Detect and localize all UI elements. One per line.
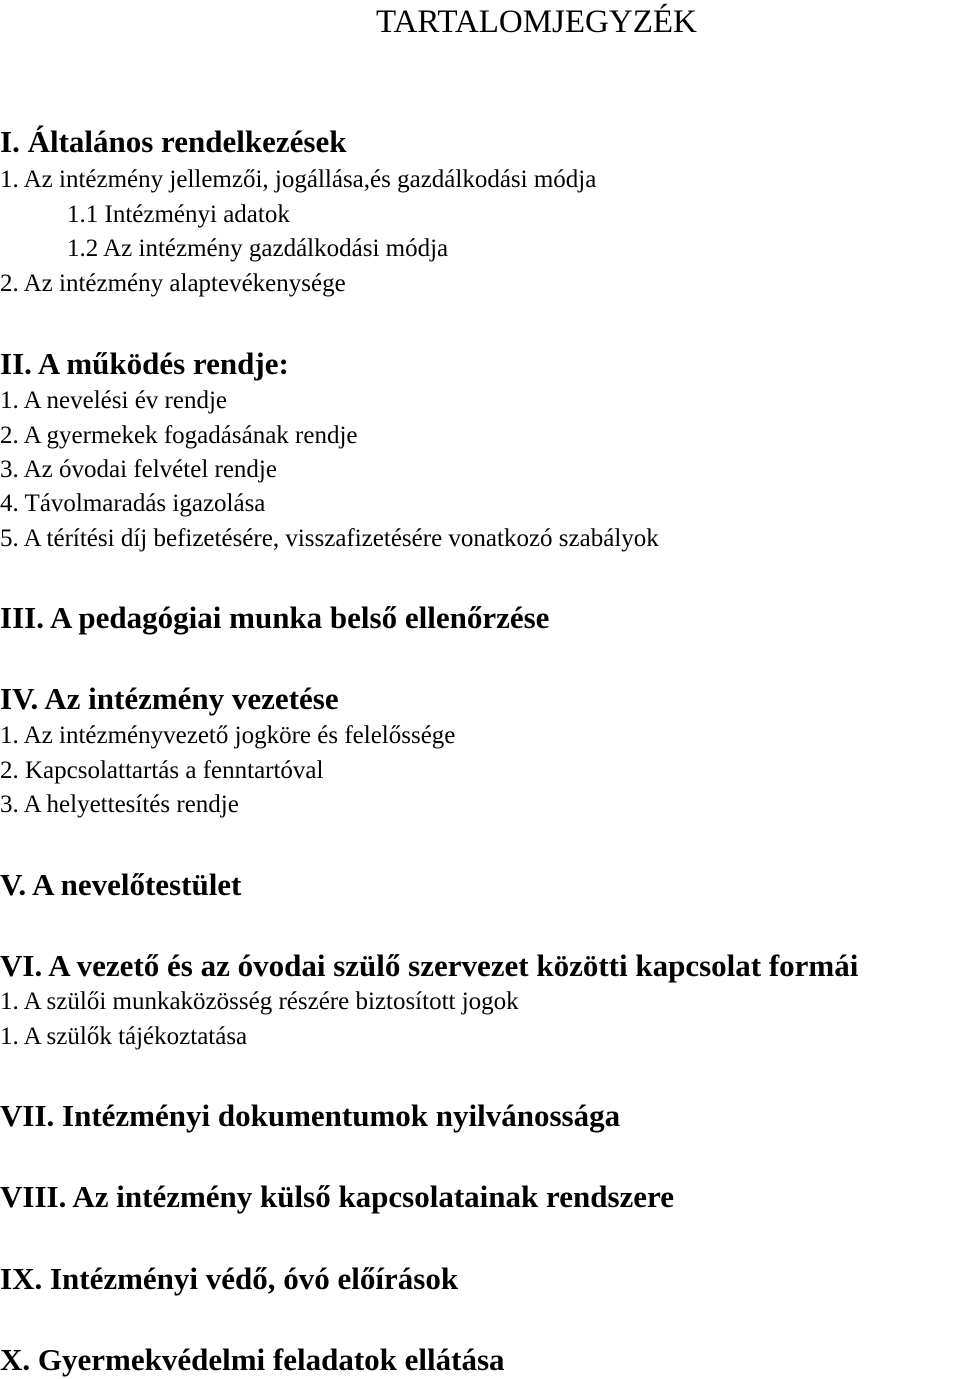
section-heading-1: I. Általános rendelkezések [0, 124, 347, 159]
toc-item: 2. Kapcsolattartás a fenntartóval [0, 757, 324, 784]
toc-item: 5. A térítési díj befizetésére, visszafizetésére vonatkozó szabályok [0, 525, 659, 552]
toc-item: 4. Távolmaradás igazolása [0, 490, 266, 517]
toc-subitem: 1.1 Intézményi adatok [67, 201, 290, 228]
section-heading-6: VI. A vezető és az óvodai szülő szervezet közötti kapcsolat formái [0, 948, 859, 983]
section-heading-9: IX. Intézményi védő, óvó előírások [0, 1261, 459, 1296]
toc-item: 1. A szülők tájékoztatása [0, 1023, 248, 1050]
toc-item: 2. A gyermekek fogadásának rendje [0, 422, 358, 449]
toc-item: 1. Az intézményvezető jogköre és felelőssége [0, 722, 456, 749]
section-heading-5: V. A nevelőtestület [0, 867, 242, 902]
section-heading-4: IV. Az intézmény vezetése [0, 681, 339, 716]
page-title: TARTALOMJEGYZÉK [376, 4, 697, 40]
toc-subitem: 1.2 Az intézmény gazdálkodási módja [67, 235, 449, 262]
toc-item: 3. Az óvodai felvétel rendje [0, 456, 277, 483]
toc-item: 1. A nevelési év rendje [0, 387, 228, 414]
toc-item: 1. Az intézmény jellemzői, jogállása,és gazdálkodási módja [0, 166, 597, 193]
section-heading-10: X. Gyermekvédelmi feladatok ellátása [0, 1342, 505, 1377]
section-heading-2: II. A működés rendje: [0, 346, 289, 381]
toc-item: 3. A helyettesítés rendje [0, 791, 239, 818]
section-heading-7: VII. Intézményi dokumentumok nyilvánossága [0, 1098, 621, 1133]
section-heading-3: III. A pedagógiai munka belső ellenőrzése [0, 600, 550, 635]
toc-item: 2. Az intézmény alaptevékenysége [0, 270, 346, 297]
section-heading-8: VIII. Az intézmény külső kapcsolatainak rendszere [0, 1179, 675, 1214]
toc-item: 1. A szülői munkaközösség részére biztosított jogok [0, 988, 519, 1015]
